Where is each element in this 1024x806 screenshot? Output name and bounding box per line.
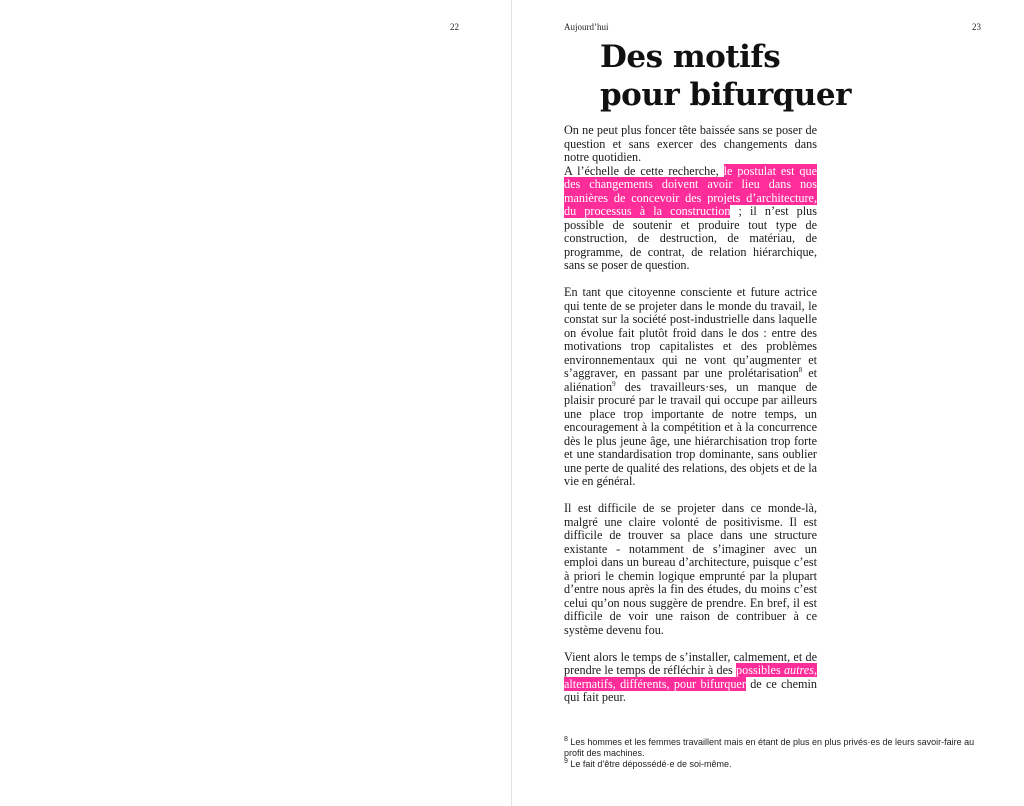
footnote-ref-9: 9 <box>612 379 616 388</box>
footnote-8 <box>564 737 984 759</box>
page-title <box>600 38 851 114</box>
title-line-2: pour bifurquer <box>600 77 851 113</box>
footnote-ref-8: 8 <box>798 365 803 374</box>
footnote-9 <box>564 759 984 770</box>
p1b-rest: ; il n’est plus possible de soutenir et produire tout type de construction, de destruction, de matériau, de programme, de contrat, de relation hiérarchique, sans se poser de question. <box>564 204 818 272</box>
p4-intro: Vient alors le temps de s’installer, calmement, et de prendre le temps de réfléchir à des <box>564 649 817 677</box>
hl-possibles: possibles <box>736 663 781 677</box>
footnote-9-number: 9 <box>564 758 568 765</box>
page-number-left: 22 <box>450 22 459 32</box>
p2-part-b: et aliénation <box>564 366 818 394</box>
footnotes <box>564 737 984 770</box>
title-line-1: Des motifs <box>600 39 781 75</box>
footnote-8-number: 8 <box>564 736 568 743</box>
body-text <box>564 124 817 718</box>
p4-rest: de ce chemin qui fait peur. <box>564 676 817 704</box>
footnote-9-text: Le fait d’être dépossédé·e de soi-même. <box>567 759 732 769</box>
hl-rest: , alternatifs, différents, pour bifurquer <box>564 663 818 691</box>
running-head: Aujourd’hui <box>564 22 609 32</box>
paragraph-1b <box>564 165 817 273</box>
p2-part-c: des travailleurs·ses, un manque de plaisir procuré par le travail qui occupe par ailleurs une place trop importante de notre temps, un encouragement à la compétition et à la concurrence dès le plus jeune âge, une hiérarchisation trop forte et une standardisation trop dominante, sans oublier une perte de qualité des relations, des objets et de la vie en général. <box>564 379 817 488</box>
right-page <box>512 0 1024 806</box>
paragraph-1a: On ne peut plus foncer tête baissée sans se poser de question et sans exercer des changements dans notre quotidien. <box>564 123 817 164</box>
hl-autres: autres <box>783 663 814 677</box>
p2-part-a: En tant que citoyenne consciente et future actrice qui tente de se projeter dans le monde du travail, le constat sur la société post-industrielle dans laquelle on évolue fait plutôt froid dans le dos : entre des motivations trop capitalistes et des problèmes environnementaux qui ne vont qu’augmenter et s’aggraver, en passant par une prolétarisation <box>564 285 817 380</box>
p1b-intro: A l’échelle de cette recherche, <box>564 163 724 178</box>
highlight-postulat: le postulat est que des changements doivent avoir lieu dans nos manières de concevoir des projets d’architecture, du processus à la construction <box>564 163 817 218</box>
footnote-8-text: Les hommes et les femmes travaillent mais en étant de plus en plus privés·es de leurs savoir-faire au profit des machines. <box>564 737 975 758</box>
paragraph-4 <box>564 651 817 705</box>
paragraph-3: Il est difficile de se projeter dans ce monde-là, malgré une claire volonté de positivisme. Il est difficile de trouver sa place dans une structure existante - notamment de s’imaginer avec un emploi dans un bureau d’architecture, puisque c’est à priori le chemin logique emprunté par la plupart d’entre nous après la fin des études, du moins c’est celui qu’on nous suggère de prendre. En bref, il est difficile de voir une raison de contribuer à ce système devenu fou. <box>564 501 817 637</box>
page-number-right: 23 <box>972 22 981 32</box>
paragraph-2 <box>564 286 817 489</box>
